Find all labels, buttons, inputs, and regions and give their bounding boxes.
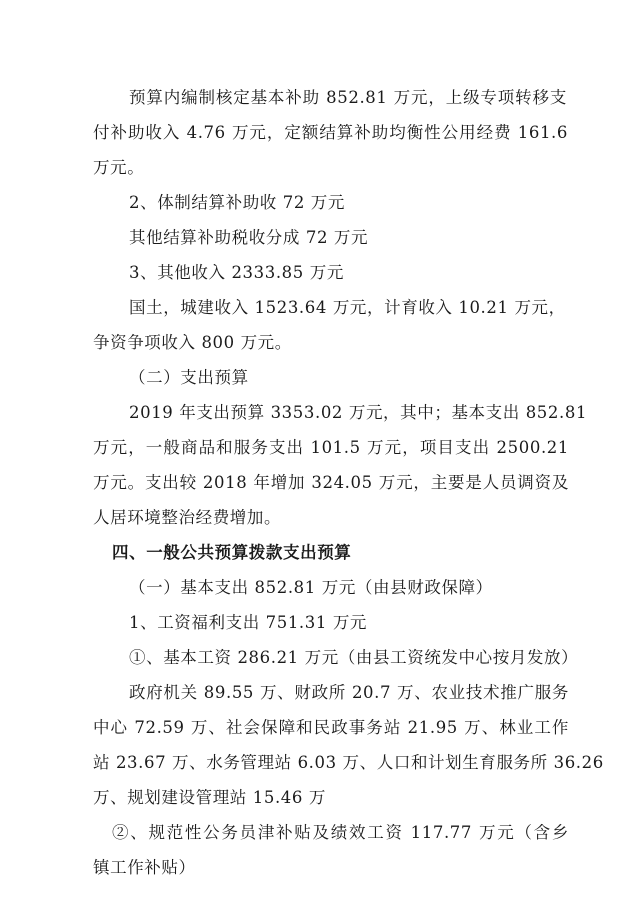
text-line-6: 3、其他收入 2333.85 万元	[129, 263, 344, 282]
text-line-16: 1、工资福利支出 751.31 万元	[129, 613, 368, 632]
text-line-4: 2、体制结算补助收 72 万元	[129, 193, 345, 212]
text-line-5: 其他结算补助税收分成 72 万元	[129, 228, 369, 247]
text-line-21: 万、规划建设管理站 15.46 万	[93, 788, 326, 807]
text-line-3: 万元。	[93, 158, 145, 177]
text-line-13: 人居环境整治经费增加。	[93, 508, 282, 527]
text-line-10: 2019 年支出预算 3353.02 万元，其中；基本支出 852.81	[129, 403, 588, 422]
text-line-12: 万元。支出较 2018 年增加 324.05 万元，主要是人员调资及	[93, 473, 569, 492]
text-line-20: 站 23.67 万、水务管理站 6.03 万、人口和计划生育服务所 36.26	[93, 753, 604, 772]
text-line-7: 国土，城建收入 1523.64 万元，计育收入 10.21 万元，	[129, 298, 566, 317]
text-line-1: 预算内编制核定基本补助 852.81 万元，上级专项转移支	[129, 88, 567, 107]
text-line-17: ①、基本工资 286.21 万元（由县工资统发中心按月发放）	[129, 648, 579, 667]
section-heading-expenditure: （二）支出预算	[129, 368, 249, 387]
section-heading-general-budget: 四、一般公共预算拨款支出预算	[112, 543, 352, 562]
text-line-19: 中心 72.59 万、社会保障和民政事务站 21.95 万、林业工作	[93, 718, 569, 737]
text-line-22: ②、规范性公务员津补贴及绩效工资 117.77 万元（含乡	[112, 823, 569, 842]
text-line-2: 付补助收入 4.76 万元，定额结算补助均衡性公用经费 161.6	[93, 123, 568, 142]
text-line-23: 镇工作补贴）	[93, 858, 196, 877]
text-line-11: 万元，一般商品和服务支出 101.5 万元，项目支出 2500.21	[93, 438, 569, 457]
text-line-18: 政府机关 89.55 万、财政所 20.7 万、农业技术推广服务	[129, 683, 569, 702]
subsection-heading-basic-expenditure: （一）基本支出 852.81 万元（由县财政保障）	[129, 578, 493, 597]
text-line-8: 争资争项收入 800 万元。	[93, 333, 292, 352]
